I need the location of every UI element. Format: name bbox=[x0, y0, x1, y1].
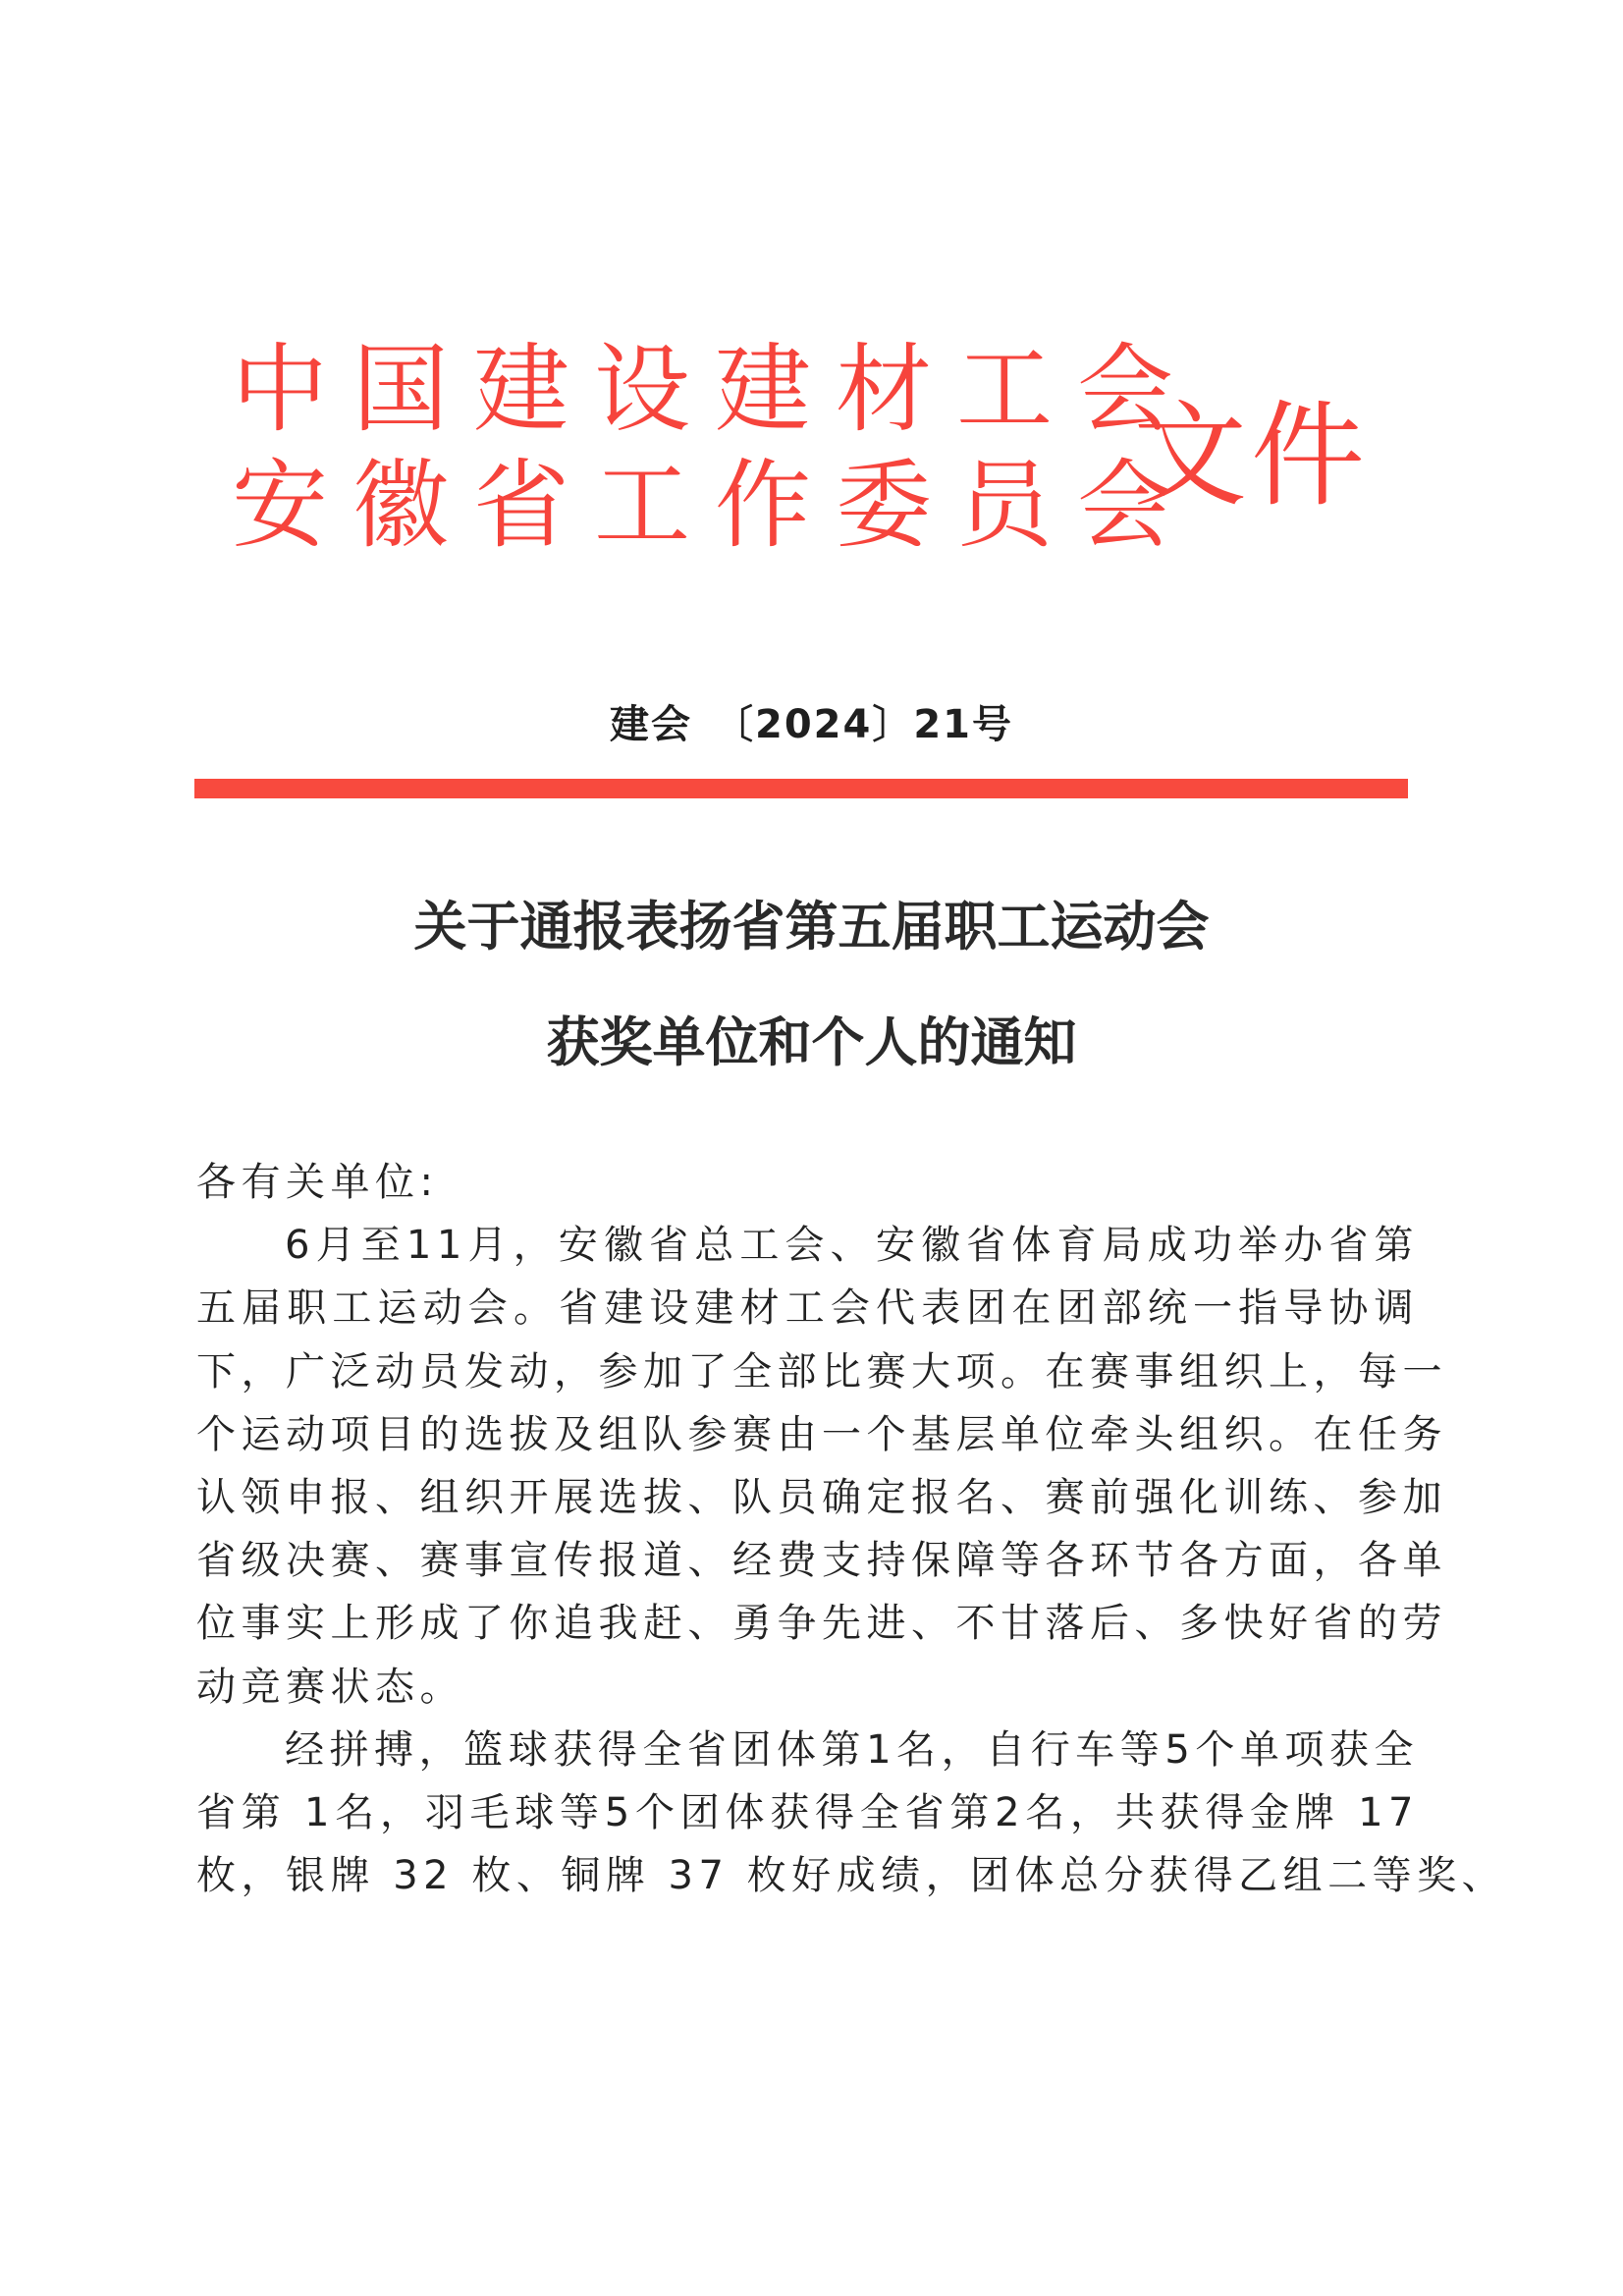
masthead-suffix: 文件 bbox=[1133, 390, 1369, 522]
paragraph-line: 下，广泛动员发动，参加了全部比赛大项。在赛事组织上，每一 bbox=[196, 1348, 1447, 1394]
doc-number-serial: 21号 bbox=[913, 702, 1013, 747]
title-line-1: 关于通报表扬省第五届职工运动会 bbox=[413, 895, 1210, 957]
paragraph-2 bbox=[196, 1719, 1507, 1908]
paragraph-line: 省级决赛、赛事宣传报道、经费支持保障等各环节各方面，各单 bbox=[196, 1538, 1447, 1584]
document-body bbox=[196, 1151, 1507, 1907]
doc-number-year: 〔2024〕 bbox=[714, 702, 914, 747]
paragraph-line: 6月至11月，安徽省总工会、安徽省体育局成功举办省第 bbox=[285, 1223, 1419, 1269]
paragraph-line: 个运动项目的选拔及组队参赛由一个基层单位牵头组织。在任务 bbox=[196, 1411, 1447, 1457]
red-divider-rule bbox=[194, 779, 1408, 798]
paragraph-line: 位事实上形成了你追我赶、勇争先进、不甘落后、多快好省的劳 bbox=[196, 1601, 1447, 1647]
salutation: 各有关单位: bbox=[196, 1160, 439, 1205]
document-title bbox=[0, 868, 1623, 1100]
masthead-line-1: 中国建设建材工会 bbox=[232, 334, 1199, 446]
title-line-2: 获奖单位和个人的通知 bbox=[546, 1011, 1077, 1073]
masthead-org-name bbox=[232, 332, 1199, 564]
paragraph-line: 认领申报、组织开展选拔、队员确定报名、赛前强化训练、参加 bbox=[196, 1474, 1447, 1520]
doc-number-prefix: 建会 bbox=[610, 702, 692, 747]
paragraph-line: 经拼搏，篮球获得全省团体第1名，自行车等5个单项获全 bbox=[285, 1726, 1419, 1773]
paragraph-line: 五届职工运动会。省建设建材工会代表团在团部统一指导协调 bbox=[196, 1285, 1419, 1332]
document-number bbox=[0, 695, 1623, 754]
paragraph-line: 动竞赛状态。 bbox=[196, 1664, 464, 1710]
masthead-header bbox=[232, 332, 1390, 577]
paragraph-1 bbox=[196, 1214, 1447, 1719]
paragraph-line: 省第 1名，羽毛球等5个团体获得全省第2名，共获得金牌 17 bbox=[196, 1789, 1419, 1835]
masthead-line-2: 安徽省工作委员会 bbox=[232, 450, 1199, 562]
paragraph-line: 枚，银牌 32 枚、铜牌 37 枚好成绩，团体总分获得乙组二等奖、 bbox=[196, 1853, 1507, 1899]
